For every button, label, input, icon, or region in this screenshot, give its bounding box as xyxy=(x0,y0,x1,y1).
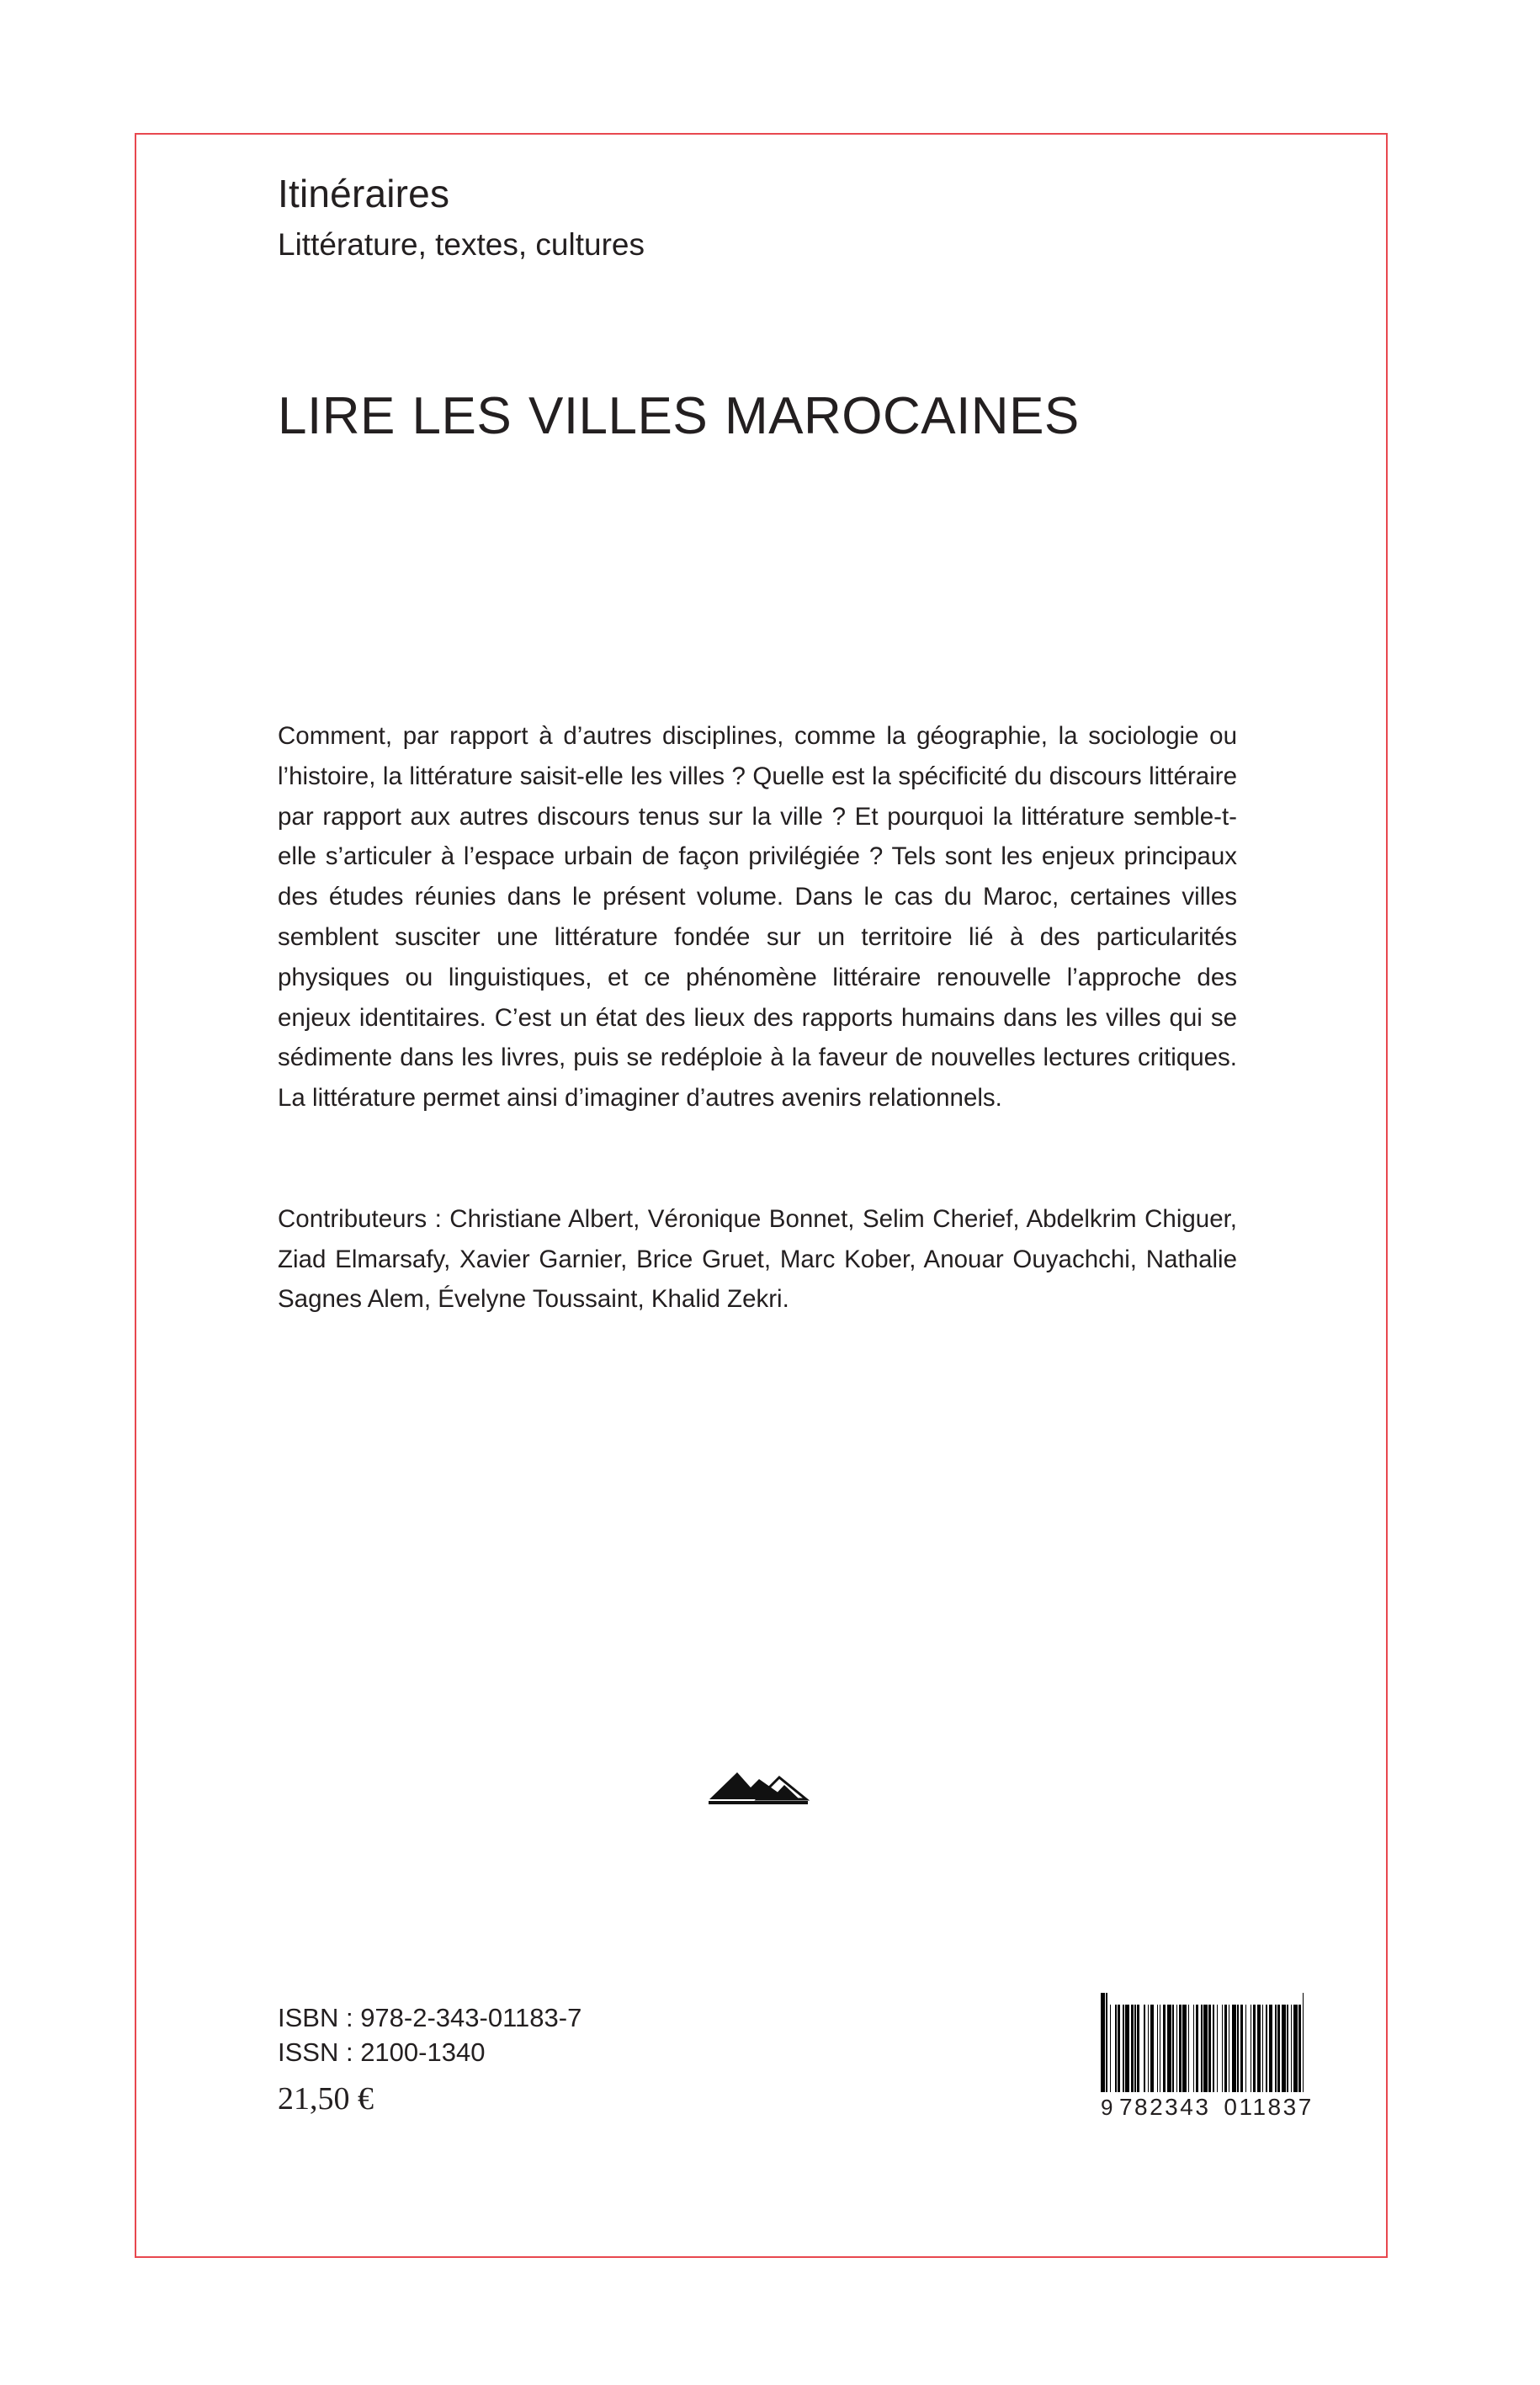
barcode-bars xyxy=(1101,1993,1378,2092)
cover-content xyxy=(278,173,1250,1345)
barcode-left-group: 782343 xyxy=(1118,2094,1211,2120)
series-subtitle: Littérature, textes, cultures xyxy=(278,226,645,262)
cover-footer xyxy=(278,1993,1389,2121)
barcode-right-group: 011837 xyxy=(1224,2094,1314,2120)
series-title: Itinéraires xyxy=(278,172,450,215)
identifier-block xyxy=(278,2000,581,2121)
issn-text: ISSN : 2100-1340 xyxy=(278,2037,486,2068)
price-text: 21,50 € xyxy=(278,2081,374,2117)
isbn-text: ISBN : 978-2-343-01183-7 xyxy=(278,2003,582,2033)
ean13-barcode xyxy=(1101,1993,1378,2121)
publisher-logo-container xyxy=(135,1757,1388,1814)
contributors-list: Contributeurs : Christiane Albert, Véronique Bonnet, Selim Cherief, Abdelkrim Chiguer, Ziad Elmarsafy, Xavier Garnier, Brice Gruet, Marc Kober, Anouar Ouyachchi, Nathalie Sagnes Alem, Évelyne Toussaint, Khalid Zekri. xyxy=(278,1204,1237,1314)
barcode-bar xyxy=(1304,1993,1308,2092)
harmattan-mountain-logo xyxy=(707,1757,816,1814)
book-blurb: Comment, par rapport à d’autres disciplines, comme la géographie, la sociologie ou l’histoire, la littérature saisit-elle les villes ? Quelle est la spécificité du discours littéraire par rapport aux autres discours tenus sur la ville ? Et pourquoi la littérature semble-t-elle s’articuler à l’espace urbain de façon privilégiée ? Tels sont les enjeux principaux des études réunies dans le présent volume. Dans le cas du Maroc, certaines villes semblent susciter une littérature fondée sur un territoire lié à des particularités physiques ou linguistiques, et ce phénomène littéraire renouvelle l’approche des enjeux identitaires. C’est un état des lieux des rapports humains dans les villes qui se sédimente dans les livres, puis se redéploie à la faveur de nouvelles lectures critiques. La littérature permet ainsi d’imaginer d’autres avenirs relationnels. xyxy=(278,722,1237,1113)
book-title: LIRE LES VILLES MAROCAINES xyxy=(278,386,1080,445)
barcode-number xyxy=(1101,2094,1378,2121)
barcode-lead-digit: 9 xyxy=(1101,2095,1115,2120)
